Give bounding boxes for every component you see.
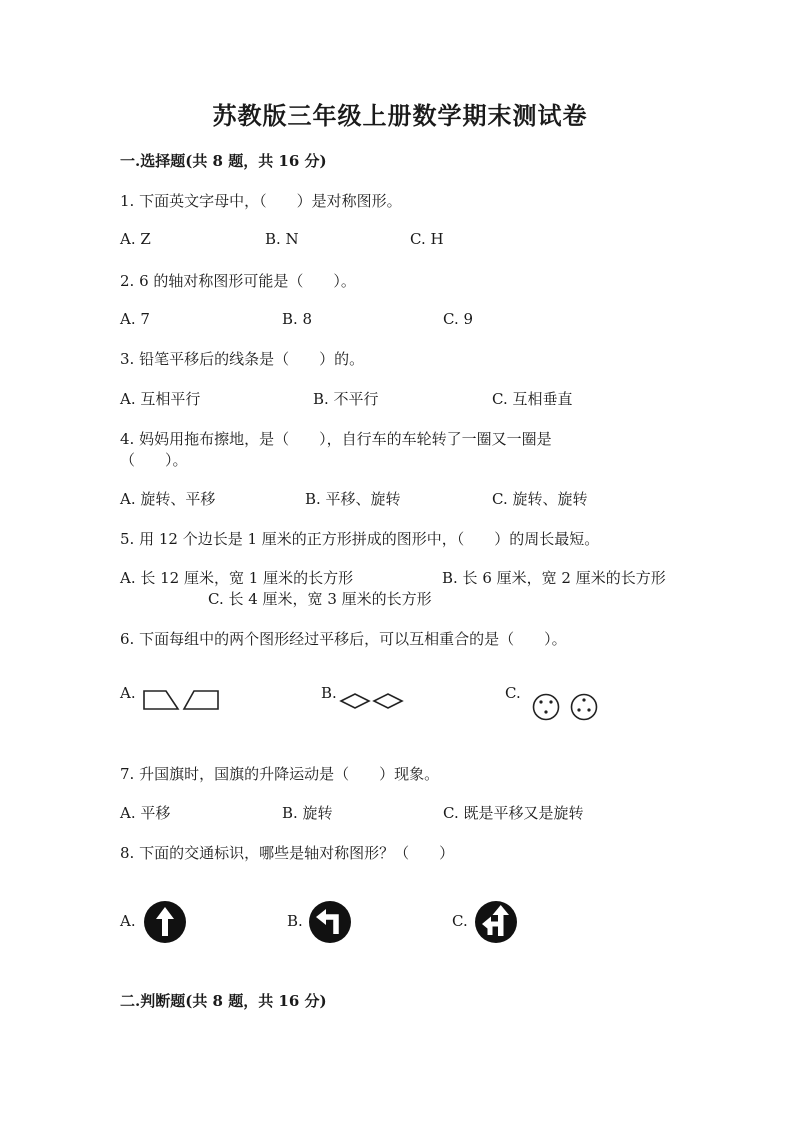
q1-option-b: B. N: [265, 230, 299, 248]
question-4-continued: （ ）。: [120, 451, 188, 469]
q3-option-c: C. 互相垂直: [492, 390, 573, 408]
q6-option-a-parallelograms: [140, 688, 222, 714]
q8-option-a-label: A.: [120, 912, 136, 930]
question-6: 6. 下面每组中的两个图形经过平移后，可以互相重合的是（ ）。: [120, 630, 567, 648]
q8-option-b-label: B.: [287, 912, 303, 930]
q6-option-c-circles: [530, 692, 602, 722]
q5-option-c: C. 长 4 厘米，宽 3 厘米的长方形: [208, 590, 432, 608]
q7-option-a: A. 平移: [120, 804, 171, 822]
q8-option-c-label: C.: [452, 912, 468, 930]
q4-option-a: A. 旋转、平移: [120, 490, 216, 508]
q6-option-b-label: B.: [321, 684, 337, 702]
q6-option-b-diamonds: [338, 692, 408, 710]
straight-or-left-sign-icon: [474, 900, 518, 944]
page-title: 苏教版三年级上册数学期末测试卷: [212, 101, 588, 130]
q7-option-b: B. 旋转: [282, 804, 333, 822]
q5-option-b: B. 长 6 厘米，宽 2 厘米的长方形: [442, 569, 666, 587]
q5-option-a: A. 长 12 厘米，宽 1 厘米的长方形: [120, 569, 354, 587]
question-7: 7. 升国旗时，国旗的升降运动是（ ）现象。: [120, 765, 440, 783]
straight-arrow-sign-icon: [143, 900, 187, 944]
question-8: 8. 下面的交通标识，哪些是轴对称图形？（ ）: [120, 844, 455, 862]
section-heading-choice: 一.选择题(共 8 题，共 16 分): [120, 152, 327, 170]
q2-option-a: A. 7: [120, 310, 150, 328]
q4-option-b: B. 平移、旋转: [305, 490, 401, 508]
question-4: 4. 妈妈用拖布擦地，是（ ），自行车的车轮转了一圈又一圈是: [120, 430, 552, 448]
question-3: 3. 铅笔平移后的线条是（ ）的。: [120, 350, 365, 368]
q3-option-b: B. 不平行: [313, 390, 379, 408]
q3-option-a: A. 互相平行: [120, 390, 201, 408]
q6-option-c-label: C.: [505, 684, 521, 702]
question-2: 2. 6 的轴对称图形可能是（ ）。: [120, 272, 356, 290]
left-turn-sign-icon: [308, 900, 352, 944]
question-1: 1. 下面英文字母中，（ ）是对称图形。: [120, 192, 402, 210]
q2-option-b: B. 8: [282, 310, 313, 328]
q1-option-a: A. Z: [120, 230, 151, 248]
q1-option-c: C. H: [410, 230, 444, 248]
question-5: 5. 用 12 个边长是 1 厘米的正方形拼成的图形中，（ ）的周长最短。: [120, 530, 600, 548]
q7-option-c: C. 既是平移又是旋转: [443, 804, 584, 822]
section-heading-judgment: 二.判断题(共 8 题，共 16 分): [120, 992, 327, 1010]
q2-option-c: C. 9: [443, 310, 474, 328]
q6-option-a-label: A.: [120, 684, 136, 702]
q4-option-c: C. 旋转、旋转: [492, 490, 588, 508]
